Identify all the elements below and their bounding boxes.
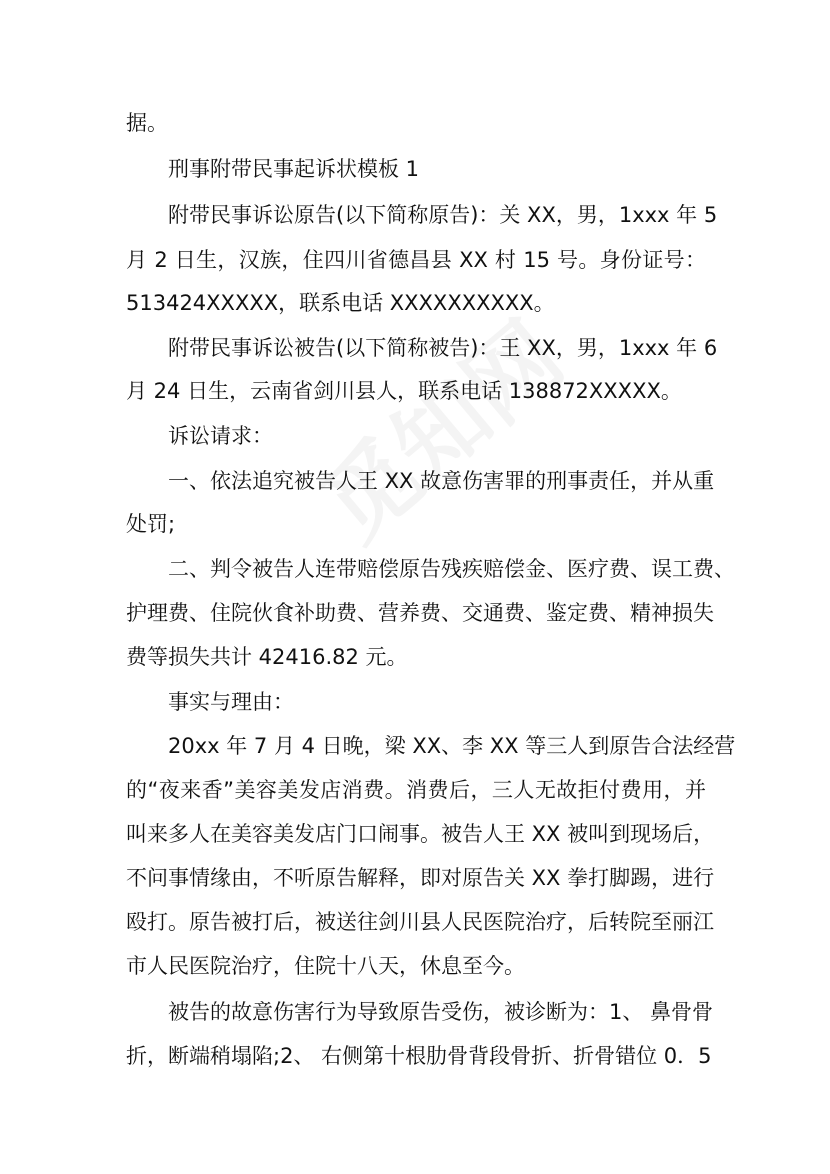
text-line: 护理费、住院伙食补助费、营养费、交通费、鉴定费、精神损失 xyxy=(126,601,714,625)
text-line: 月 2 日生，汉族，住四川省德昌县 XX 村 15 号。身份证号： xyxy=(126,248,706,272)
text-line: 被告的故意伤害行为导致原告受伤，被诊断为：1、 鼻骨骨 xyxy=(168,1000,714,1024)
text-line: 附带民事诉讼原告(以下简称原告)：关 XX，男，1xxx 年 5 xyxy=(168,203,718,227)
section-heading: 诉讼请求： xyxy=(168,424,273,448)
text-line: 不问事情缘由，不听原告解释，即对原告关 XX 拳打脚踢，进行 xyxy=(126,866,715,890)
document-heading: 刑事附带民事起诉状模板 1 xyxy=(168,157,420,181)
text-line: 费等损失共计 42416.82 元。 xyxy=(126,645,408,669)
text-line: 月 24 日生，云南省剑川县人，联系电话 138872XXXXX。 xyxy=(126,379,682,403)
text-line: 市人民医院治疗，住院十八天，休息至今。 xyxy=(126,954,525,978)
text-line: 叫来多人在美容美发店门口闹事。被告人王 XX 被叫到现场后， xyxy=(126,822,715,846)
section-heading: 事实与理由： xyxy=(168,690,294,714)
text-line: 513424XXXXX，联系电话 XXXXXXXXXX。 xyxy=(126,291,555,315)
text-line: 附带民事诉讼被告(以下简称被告)：王 XX，男，1xxx 年 6 xyxy=(168,336,718,360)
text-line: 据。 xyxy=(126,111,168,135)
text-line: 殴打。原告被打后，被送往剑川县人民医院治疗，后转院至丽江 xyxy=(126,910,714,934)
text-line: 处罚; xyxy=(126,512,176,536)
text-line: 的“夜来香”美容美发店消费。消费后，三人无故拒付费用，并 xyxy=(126,778,706,802)
text-line: 二、判令被告人连带赔偿原告残疾赔偿金、医疗费、误工费、 xyxy=(168,557,735,581)
text-line: 折，断端稍塌陷;2、 右侧第十根肋骨背段骨折、折骨错位 0．5 xyxy=(126,1044,712,1068)
text-line: 一、依法追究被告人王 XX 故意伤害罪的刑事责任，并从重 xyxy=(168,469,715,493)
text-line: 20xx 年 7 月 4 日晚，梁 XX、李 XX 等三人到原告合法经营 xyxy=(168,734,736,758)
